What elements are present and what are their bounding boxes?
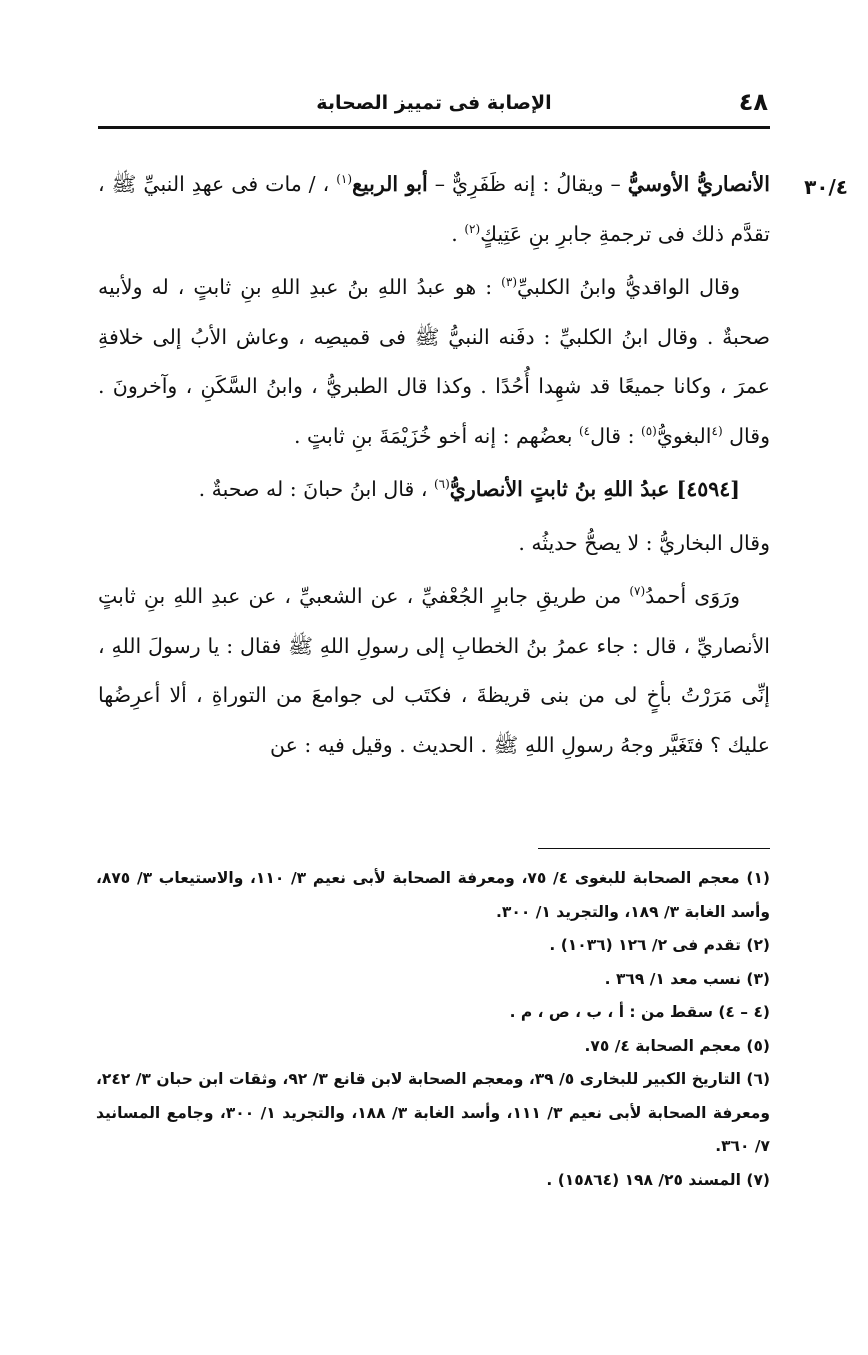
footnotes xyxy=(96,862,770,1197)
footnote-mark: (٣) xyxy=(501,275,517,290)
footnote-2: (٢) تقدم فى ٢/ ١٢٦ (١٠٣٦) . xyxy=(549,936,770,954)
footnote-4: (٤ – ٤) سقط من : أ ، ب ، ص ، م . xyxy=(509,1003,770,1021)
footnote-6: (٦) التاريخ الكبير للبخارى ٥/ ٣٩، ومعجم الصحابة لابن قانع ٣/ ٩٢، وثقات ابن حبان ٣/ ٢٤٢، ومعرفة الصحابة لأبى نعيم ٣/ ١١١، وأسد الغابة ٣/ ١٨٨، والتجريد ١/ ٣٠٠، وجامع المسانيد ٧/ ٣٦٠. xyxy=(96,1070,771,1155)
margin-reference: ٣٠/٤ xyxy=(804,175,848,199)
main-text xyxy=(98,160,770,774)
footnote-mark: (١) xyxy=(336,172,353,187)
bold-name: أبو الربيع xyxy=(352,172,428,196)
paragraph-2: وقال الواقديُّ وابنُ الكلبيِّ$^{(٣)}$ : هو عبدُ اللهِ بنُ عبدِ اللهِ بنِ ثابتٍ ، له ولأبيه صحبةٌ . وقال ابنُ الكلبيِّ : دفَنه النبيُّ ﷺ فى قميصِه ، وعاش الأبُ إلى خلافةِ عمرَ ، وكانا جميعًا قد شهِدا أُحُدًا . وكذا قال الطبريُّ ، وابنُ السَّكَنِ ، وآخرونَ . وقال $^{(٤}$البغويُّ$^{(٥)}$ : قال$^{٤)}$ بعضُهم : إنه أخو خُزَيْمَةَ بنِ ثابتٍ . xyxy=(98,275,770,448)
paragraph-4: وقال البخاريُّ : لا يصحُّ حديثُه . xyxy=(518,530,770,555)
footnote-rule xyxy=(538,848,770,849)
paragraph-3: [٤٥٩٤] عبدُ اللهِ بنُ ثابتٍ الأنصاريُّ$^{(٦)}$ ، قال ابنُ حبانَ : له صحبةٌ . xyxy=(198,477,740,501)
footnote-5: (٥) معجم الصحابة ٤/ ٧٥. xyxy=(584,1036,770,1055)
footnote-1: (١) معجم الصحابة للبغوى ٤/ ٧٥، ومعرفة الصحابة لأبى نعيم ٣/ ١١٠، والاستيعاب ٣/ ٨٧٥، وأسد الغابة ٣/ ١٨٩، والتجريد ١/ ٣٠٠. xyxy=(96,869,770,921)
running-title: الإصابة فى تمييز الصحابة xyxy=(316,92,552,114)
footnote-mark: (٢) xyxy=(464,221,481,236)
footnote-mark: (٧) xyxy=(629,584,646,599)
bold-lead: الأنصاريُّ الأوسيُّ xyxy=(627,172,771,196)
footnote-mark: (٤ xyxy=(711,423,723,438)
page-number: ٤٨ xyxy=(738,88,768,116)
paragraph-5: ورَوَى أحمدُ$^{(٧)}$ من طريقِ جابرٍ الجُعْفيِّ ، عن الشعبيِّ ، عن عبدِ اللهِ بنِ ثابتٍ الأنصاريِّ ، قال : جاء عمرُ بنُ الخطابِ إلى رسولِ اللهِ ﷺ فقال : يا رسولَ اللهِ ، إنِّى مَرَرْتُ بأخٍ لى من بنى قريظةَ ، فكتَب لى جوامعَ من التوراةِ ، ألا أعرِضُها عليك ؟ فتَغَيَّر وجهُ رسولِ اللهِ ﷺ . الحديث . وقيل فيه : عن xyxy=(98,584,770,757)
footnote-mark: ٤) xyxy=(578,423,591,438)
header-rule xyxy=(98,126,770,129)
entry-name: عبدُ اللهِ بنُ ثابتٍ الأنصاريُّ xyxy=(449,477,677,501)
page-header xyxy=(100,82,768,122)
paragraph-1: الأنصاريُّ الأوسيُّ – ويقالُ : إنه ظَفَرِيٌّ – أبو الربيع$^{(١)}$ ، / مات فى عهدِ النبيِّ ﷺ ، تقدَّم ذلك فى ترجمةِ جابرِ بنِ عَتِيكٍ$^{(٢)}$ . xyxy=(98,172,771,246)
footnote-mark: (٦) xyxy=(433,477,450,492)
footnote-7: (٧) المسند ٢٥/ ١٩٨ (١٥٨٦٤) . xyxy=(546,1170,770,1189)
footnote-3: (٣) نسب معد ١/ ٣٦٩ . xyxy=(604,969,770,988)
entry-number: [٤٥٩٤] xyxy=(676,477,740,501)
footnote-mark: (٥) xyxy=(641,423,657,438)
